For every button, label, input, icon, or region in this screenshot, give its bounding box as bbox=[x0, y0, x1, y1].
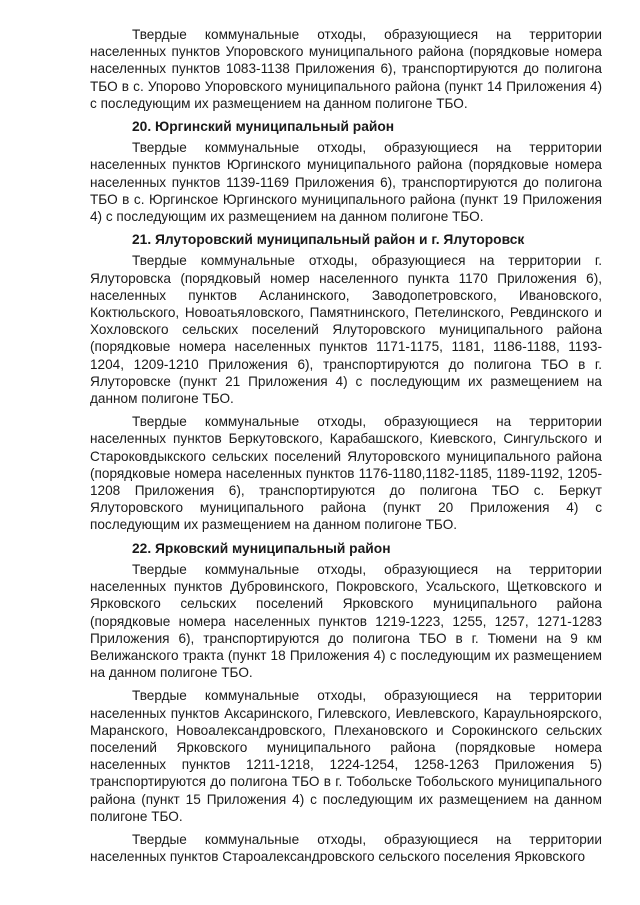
paragraph-yarkovsky-2: Твердые коммунальные отходы, образующиеся на территории населенных пунктов Аксаринского, Гилевского, Иевлевского, Караульноярского, Маранского, Новоалександровского, Плехановского и Сорокинского сельских поселений Ярковского муниципального района (порядковые номера населенных пунктов 1211-1218, 1224-1254, 1258-1263 Приложения 5) транспортируются до полигона ТБО в г. Тобольске Тобольского муниципального района (пункт 15 Приложения 4) с последующим их размещением на данном полигоне ТБО. bbox=[90, 688, 602, 824]
paragraph-yarkovsky-3: Твердые коммунальные отходы, образующиеся на территории населенных пунктов Староалександровского сельского поселения Ярковского bbox=[90, 831, 602, 865]
paragraph-yarkovsky-1: Твердые коммунальные отходы, образующиеся на территории населенных пунктов Дубровинского, Покровского, Усальского, Щетковского и Ярковского сельских поселений Ярковского муниципального района (порядковые номера населенных пунктов 1219-1223, 1255, 1257, 1271-1283 Приложения 6), транспортируются до полигона ТБО в г. Тюмени на 9 км Велижанского тракта (пункт 18 Приложения 4) с последующим их размещением на данном полигоне ТБО. bbox=[90, 561, 602, 681]
section-heading-21: 21. Ялуторовский муниципальный район и г. Ялуторовск bbox=[132, 232, 525, 248]
paragraph-yalutorovsk-1: Твердые коммунальные отходы, образующиеся на территории г. Ялуторовска (порядковый номер населенного пункта 1170 Приложения 6), населенных пунктов Асланинского, Заводопетровского, Ивановского, Коктюльского, Новоатьяловского, Памятнинского, Петелинского, Ревдинского и Хохловского сельских поселений Ялуторовского муниципального района (порядковые номера населенных пунктов 1171-1175, 1181, 1186-1188, 1193-1204, 1209-1210 Приложения 6), транспортируются до полигона ТБО в г. Ялуторовске (пункт 21 Приложения 4) с последующим их размещением на данном полигоне ТБО. bbox=[90, 253, 602, 407]
paragraph-uporovsky: Твердые коммунальные отходы, образующиеся на территории населенных пунктов Упоровского муниципального района (порядковые номера населенных пунктов 1083-1138 Приложения 6), транспортируются до полигона ТБО в с. Упорово Упоровского муниципального района (пункт 14 Приложения 4) с последующим их размещением на данном полигоне ТБО. bbox=[90, 27, 602, 111]
section-heading-20: 20. Юргинский муниципальный район bbox=[132, 119, 395, 135]
section-heading-22: 22. Ярковский муниципальный район bbox=[132, 540, 391, 556]
document-page bbox=[90, 26, 602, 869]
paragraph-yurginsky: Твердые коммунальные отходы, образующиеся на территории населенных пунктов Юргинского муниципального района (порядковые номера населенных пунктов 1139-1169 Приложения 6), транспортируются до полигона ТБО в с. Юргинское Юргинского муниципального района (пункт 19 Приложения 4) с последующим их размещением на данном полигоне ТБО. bbox=[90, 140, 602, 225]
paragraph-yalutorovsk-2: Твердые коммунальные отходы, образующиеся на территории населенных пунктов Беркутовского, Карабашского, Киевского, Сингульского и Староковдыкского сельских поселений Ялуторовского муниципального района (порядковые номера населенных пунктов 1176-1180,1182-1185, 1189-1192, 1205-1208 Приложения 6), транспортируются до полигона ТБО с. Беркут Ялуторовского муниципального района (пункт 20 Приложения 4) с последующим их размещением на данном полигоне ТБО. bbox=[90, 414, 602, 533]
